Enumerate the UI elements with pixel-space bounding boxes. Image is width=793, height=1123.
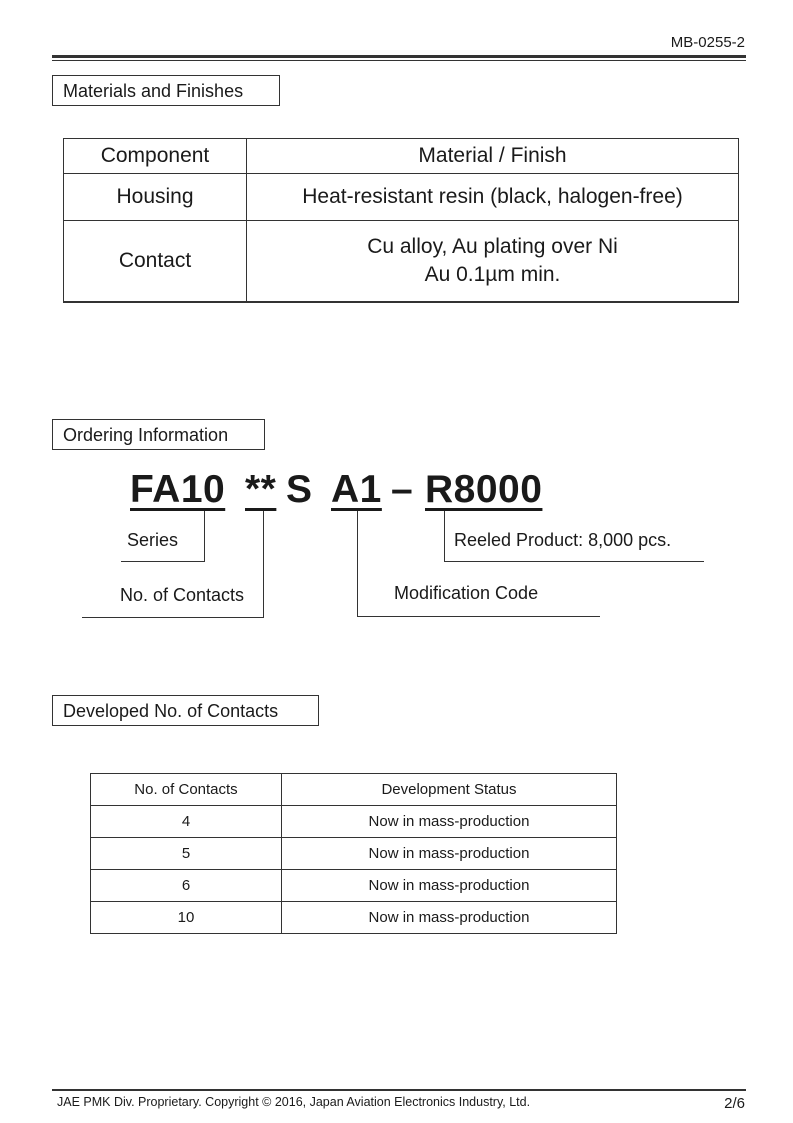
status-cell: Now in mass-production: [282, 838, 617, 870]
finish-cell: Heat-resistant resin (black, halogen-free): [247, 174, 739, 221]
developed-table: [90, 773, 617, 934]
component-cell: Contact: [64, 221, 247, 303]
footer-rule: [52, 1089, 746, 1091]
leader-reel-horizontal: [444, 561, 704, 562]
finish-cell: [247, 221, 739, 303]
part-series: FA10: [130, 468, 226, 511]
table-row: [91, 902, 617, 934]
header-component: Component: [64, 139, 247, 174]
table-row: [91, 838, 617, 870]
page-number: 2/6: [724, 1095, 745, 1112]
table-header-row: [91, 774, 617, 806]
label-contacts: No. of Contacts: [120, 585, 245, 605]
contacts-cell: 10: [91, 902, 282, 934]
section-title-ordering: Ordering Information: [52, 419, 265, 450]
header-rule-thin: [52, 60, 746, 61]
table-row: [64, 174, 739, 221]
leader-series-vertical: [204, 511, 205, 561]
part-s: S: [286, 468, 313, 511]
label-modification: Modification Code: [394, 583, 539, 603]
part-reel: R8000: [425, 468, 543, 511]
status-cell: Now in mass-production: [282, 870, 617, 902]
contacts-cell: 5: [91, 838, 282, 870]
materials-table: [63, 138, 739, 303]
table-row: [64, 221, 739, 303]
footer-copyright: JAE PMK Div. Proprietary. Copyright © 2016, Japan Aviation Electronics Industry, Ltd.: [57, 1095, 531, 1109]
header-contacts: No. of Contacts: [91, 774, 282, 806]
finish-line: Au 0.1µm min.: [424, 263, 561, 286]
finish-line: Cu alloy, Au plating over Ni: [367, 235, 618, 258]
table-row: [91, 870, 617, 902]
contacts-cell: 4: [91, 806, 282, 838]
section-title-developed: Developed No. of Contacts: [52, 695, 319, 726]
header-status: Development Status: [282, 774, 617, 806]
document-id: MB-0255-2: [670, 34, 745, 51]
status-cell: Now in mass-production: [282, 806, 617, 838]
label-reel: Reeled Product: 8,000 pcs.: [454, 530, 672, 550]
part-contacts: **: [245, 468, 277, 511]
section-title-materials: Materials and Finishes: [52, 75, 280, 106]
part-modification: A1: [331, 468, 382, 511]
header-rule: [52, 55, 746, 58]
status-cell: Now in mass-production: [282, 902, 617, 934]
table-header-row: [64, 139, 739, 174]
header-material-finish: Material / Finish: [247, 139, 739, 174]
leader-contacts-vertical: [263, 511, 264, 617]
leader-series-horizontal: [121, 561, 205, 562]
label-series: Series: [127, 530, 179, 550]
component-cell: Housing: [64, 174, 247, 221]
table-row: [91, 806, 617, 838]
contacts-cell: 6: [91, 870, 282, 902]
leader-reel-vertical: [444, 511, 445, 561]
leader-modification-horizontal: [357, 616, 600, 617]
leader-contacts-horizontal: [82, 617, 264, 618]
leader-modification-vertical: [357, 511, 358, 616]
part-dash: –: [391, 468, 414, 511]
